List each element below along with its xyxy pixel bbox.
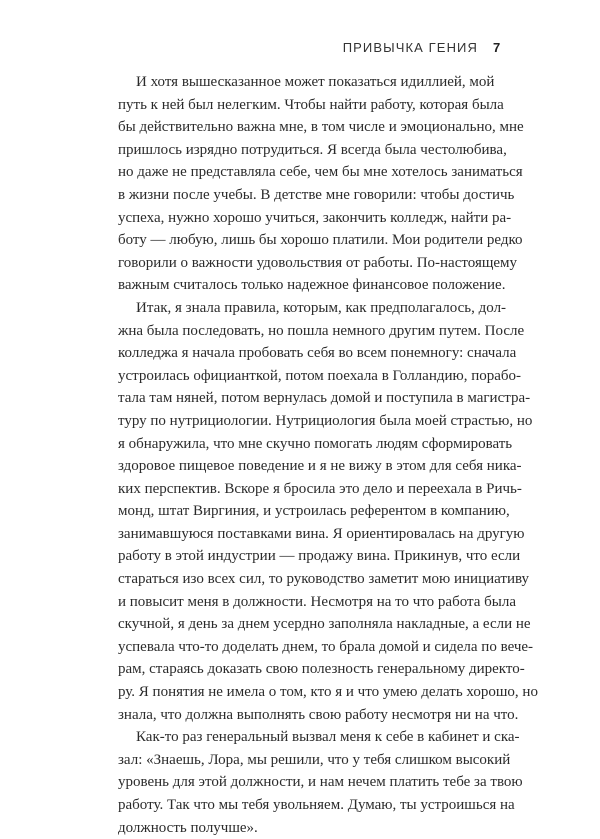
text-line: и повысит меня в должности. Несмотря на то что работа была [118,593,517,610]
text-line: стараться изо всех сил, то руководство заметит мою инициативу [118,571,530,588]
text-line: пришлось изрядно потрудиться. Я всегда была честолюбива, [118,141,507,158]
text-line: путь к ней был нелегким. Чтобы найти работу, которая была [118,96,504,113]
text-line: говорили о важности удовольствия от работы. По-настоящему [118,254,518,271]
text-line: И хотя вышесказанное может показаться идиллией, мой [136,74,495,90]
text-line: но даже не представляла себе, чем бы мне хотелось заниматься [118,164,523,181]
text-line: успевала что-то доделать днем, то брала домой и сидела по вече- [118,638,534,655]
text-line: работу в этой индустрии — продажу вина. Прикинув, что если [118,548,521,565]
text-line: колледжа я начала пробовать себя во всем понемногу: сначала [118,345,517,362]
paragraph-1 [118,71,524,297]
text-line: зал: «Знаешь, Лора, мы решили, что у тебя слишком высокий [118,751,511,768]
paragraph-3 [118,726,523,839]
text-line: работу. Так что мы тебя увольняем. Думаю, ты устроишься на [118,797,515,813]
text-line: успеха, нужно хорошо учиться, закончить колледж, найти ра- [118,209,512,226]
text-line: туру по нутрициологии. Нутрициология была моей страстью, но [118,412,533,429]
text-line: тала там няней, потом вернулась домой и поступила в магистра- [118,390,531,407]
page-number: 7 [493,40,501,55]
text-line: жна была последовать, но пошла немного другим путем. После [118,322,525,339]
text-line: важным считалось только надежное финансовое положение. [118,277,506,294]
text-line: Как-то раз генеральный вызвал меня к себе в кабинет и ска- [136,729,520,746]
text-line: занимавшуюся поставками вина. Я ориентировалась на другую [118,525,525,542]
text-line: устроилась официанткой, потом поехала в Голландию, порабо- [118,367,522,384]
text-line: я обнаружила, что мне скучно помогать людям сформировать [118,435,513,452]
text-line: монд, штат Виргиния, и устроилась референтом в компанию, [118,503,510,520]
text-line: Итак, я знала правила, которым, как предполагалось, дол- [136,299,507,316]
text-line: бы действительно важна мне, в том числе и эмоционально, мне [118,119,524,136]
text-line: скучной, я день за днем усердно заполняла накладные, а если не [118,616,531,633]
paragraph-2 [118,297,538,726]
text-line: здоровое пищевое поведение и я не вижу в этом для себя ника- [118,458,522,475]
text-line: ру. Я понятия не имела о том, кто я и что умею делать хорошо, но [118,684,538,701]
text-line: рам, стараясь доказать свою полезность генеральному директо- [118,661,525,678]
body-text [118,71,538,839]
text-line: в жизни после учебы. В детстве мне говорили: чтобы достичь [118,186,515,203]
text-line: ких перспектив. Вскоре я бросила это дело и переехала в Ричь- [118,480,522,497]
running-head: ПРИВЫЧКА ГЕНИЯ [342,40,478,55]
text-line: боту — любую, лишь бы хорошо платили. Мои родители редко [118,232,523,249]
text-line: должность получше». [118,819,258,836]
text-line: знала, что должна выполнять свою работу несмотря ни на что. [118,706,519,723]
text-line: уровень для этой должности, и нам нечем платить тебе за твою [118,774,523,791]
